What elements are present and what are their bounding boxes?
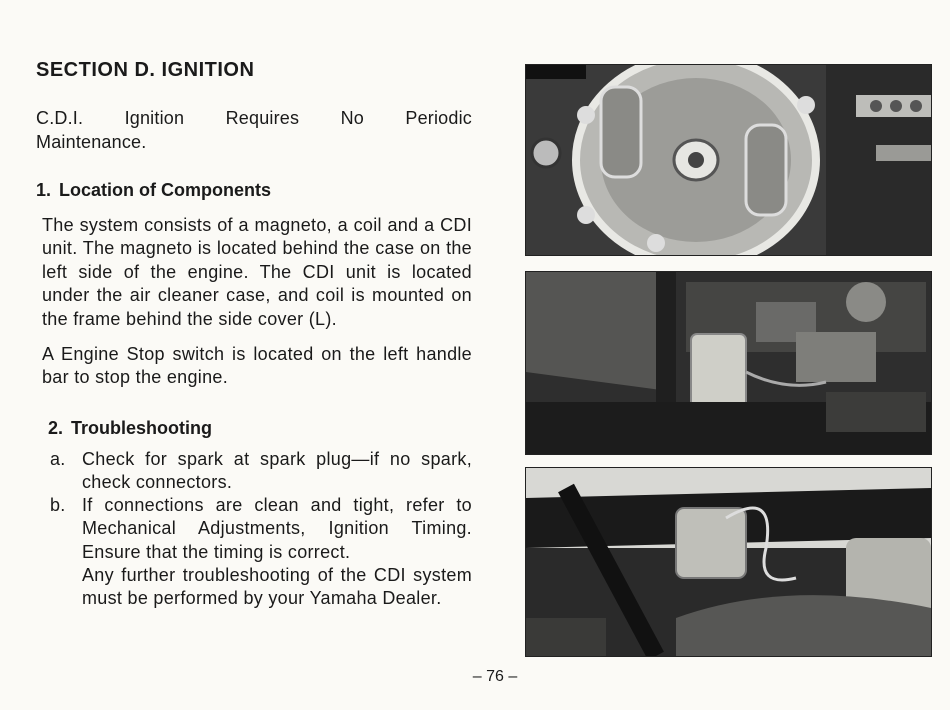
section-heading: SECTION D. IGNITION bbox=[36, 59, 255, 81]
intro-word: Requires bbox=[225, 108, 300, 128]
list-body bbox=[82, 494, 472, 610]
cdi-unit-image bbox=[526, 272, 931, 454]
list-item bbox=[50, 494, 472, 610]
list-text: Check for spark at spark plug—if no spark, check connectors. bbox=[82, 448, 472, 493]
intro-word: Periodic bbox=[405, 108, 472, 128]
list-text: If connections are clean and tight, refer to Mechanical Adjustments, Ignition Timing. Ensure that the timing is correct. bbox=[82, 495, 472, 562]
heading-title: Location of Components bbox=[59, 180, 271, 200]
intro-word: Ignition bbox=[124, 108, 185, 128]
list-marker: b. bbox=[50, 495, 66, 516]
intro-line-2: Maintenance. bbox=[36, 132, 147, 152]
stop-switch-paragraph: A Engine Stop switch is located on the left handle bar to stop the engine. bbox=[42, 344, 472, 388]
heading-number: 1. bbox=[36, 180, 52, 200]
magneto-photo bbox=[525, 64, 932, 256]
page-number: – 76 – bbox=[472, 668, 518, 685]
troubleshooting-heading bbox=[36, 416, 472, 440]
intro-line-1 bbox=[36, 106, 472, 130]
heading-title: Troubleshooting bbox=[71, 417, 213, 438]
heading-number: 2. bbox=[48, 417, 64, 438]
magneto-image bbox=[526, 65, 931, 255]
intro-statement bbox=[36, 106, 472, 154]
cdi-unit-photo bbox=[525, 271, 932, 455]
location-paragraph: The system consists of a magneto, a coil and a CDI unit. The magneto is located behind the case on the left side of the engine. The CDI unit is located under the air cleaner case, and coil is mounted on the frame behind the side cover (L). bbox=[42, 215, 472, 329]
intro-word: No bbox=[340, 108, 364, 128]
troubleshooting-list bbox=[36, 448, 472, 610]
ignition-coil-image bbox=[526, 468, 931, 656]
intro-word: C.D.I. bbox=[36, 108, 84, 128]
ignition-coil-photo bbox=[525, 467, 932, 657]
list-item bbox=[50, 448, 472, 494]
text-column bbox=[36, 50, 472, 610]
list-extra-text: Any further troubleshooting of the CDI system must be performed by your Yamaha Dealer. bbox=[82, 564, 472, 609]
location-heading bbox=[36, 178, 472, 202]
list-marker: a. bbox=[50, 448, 66, 469]
